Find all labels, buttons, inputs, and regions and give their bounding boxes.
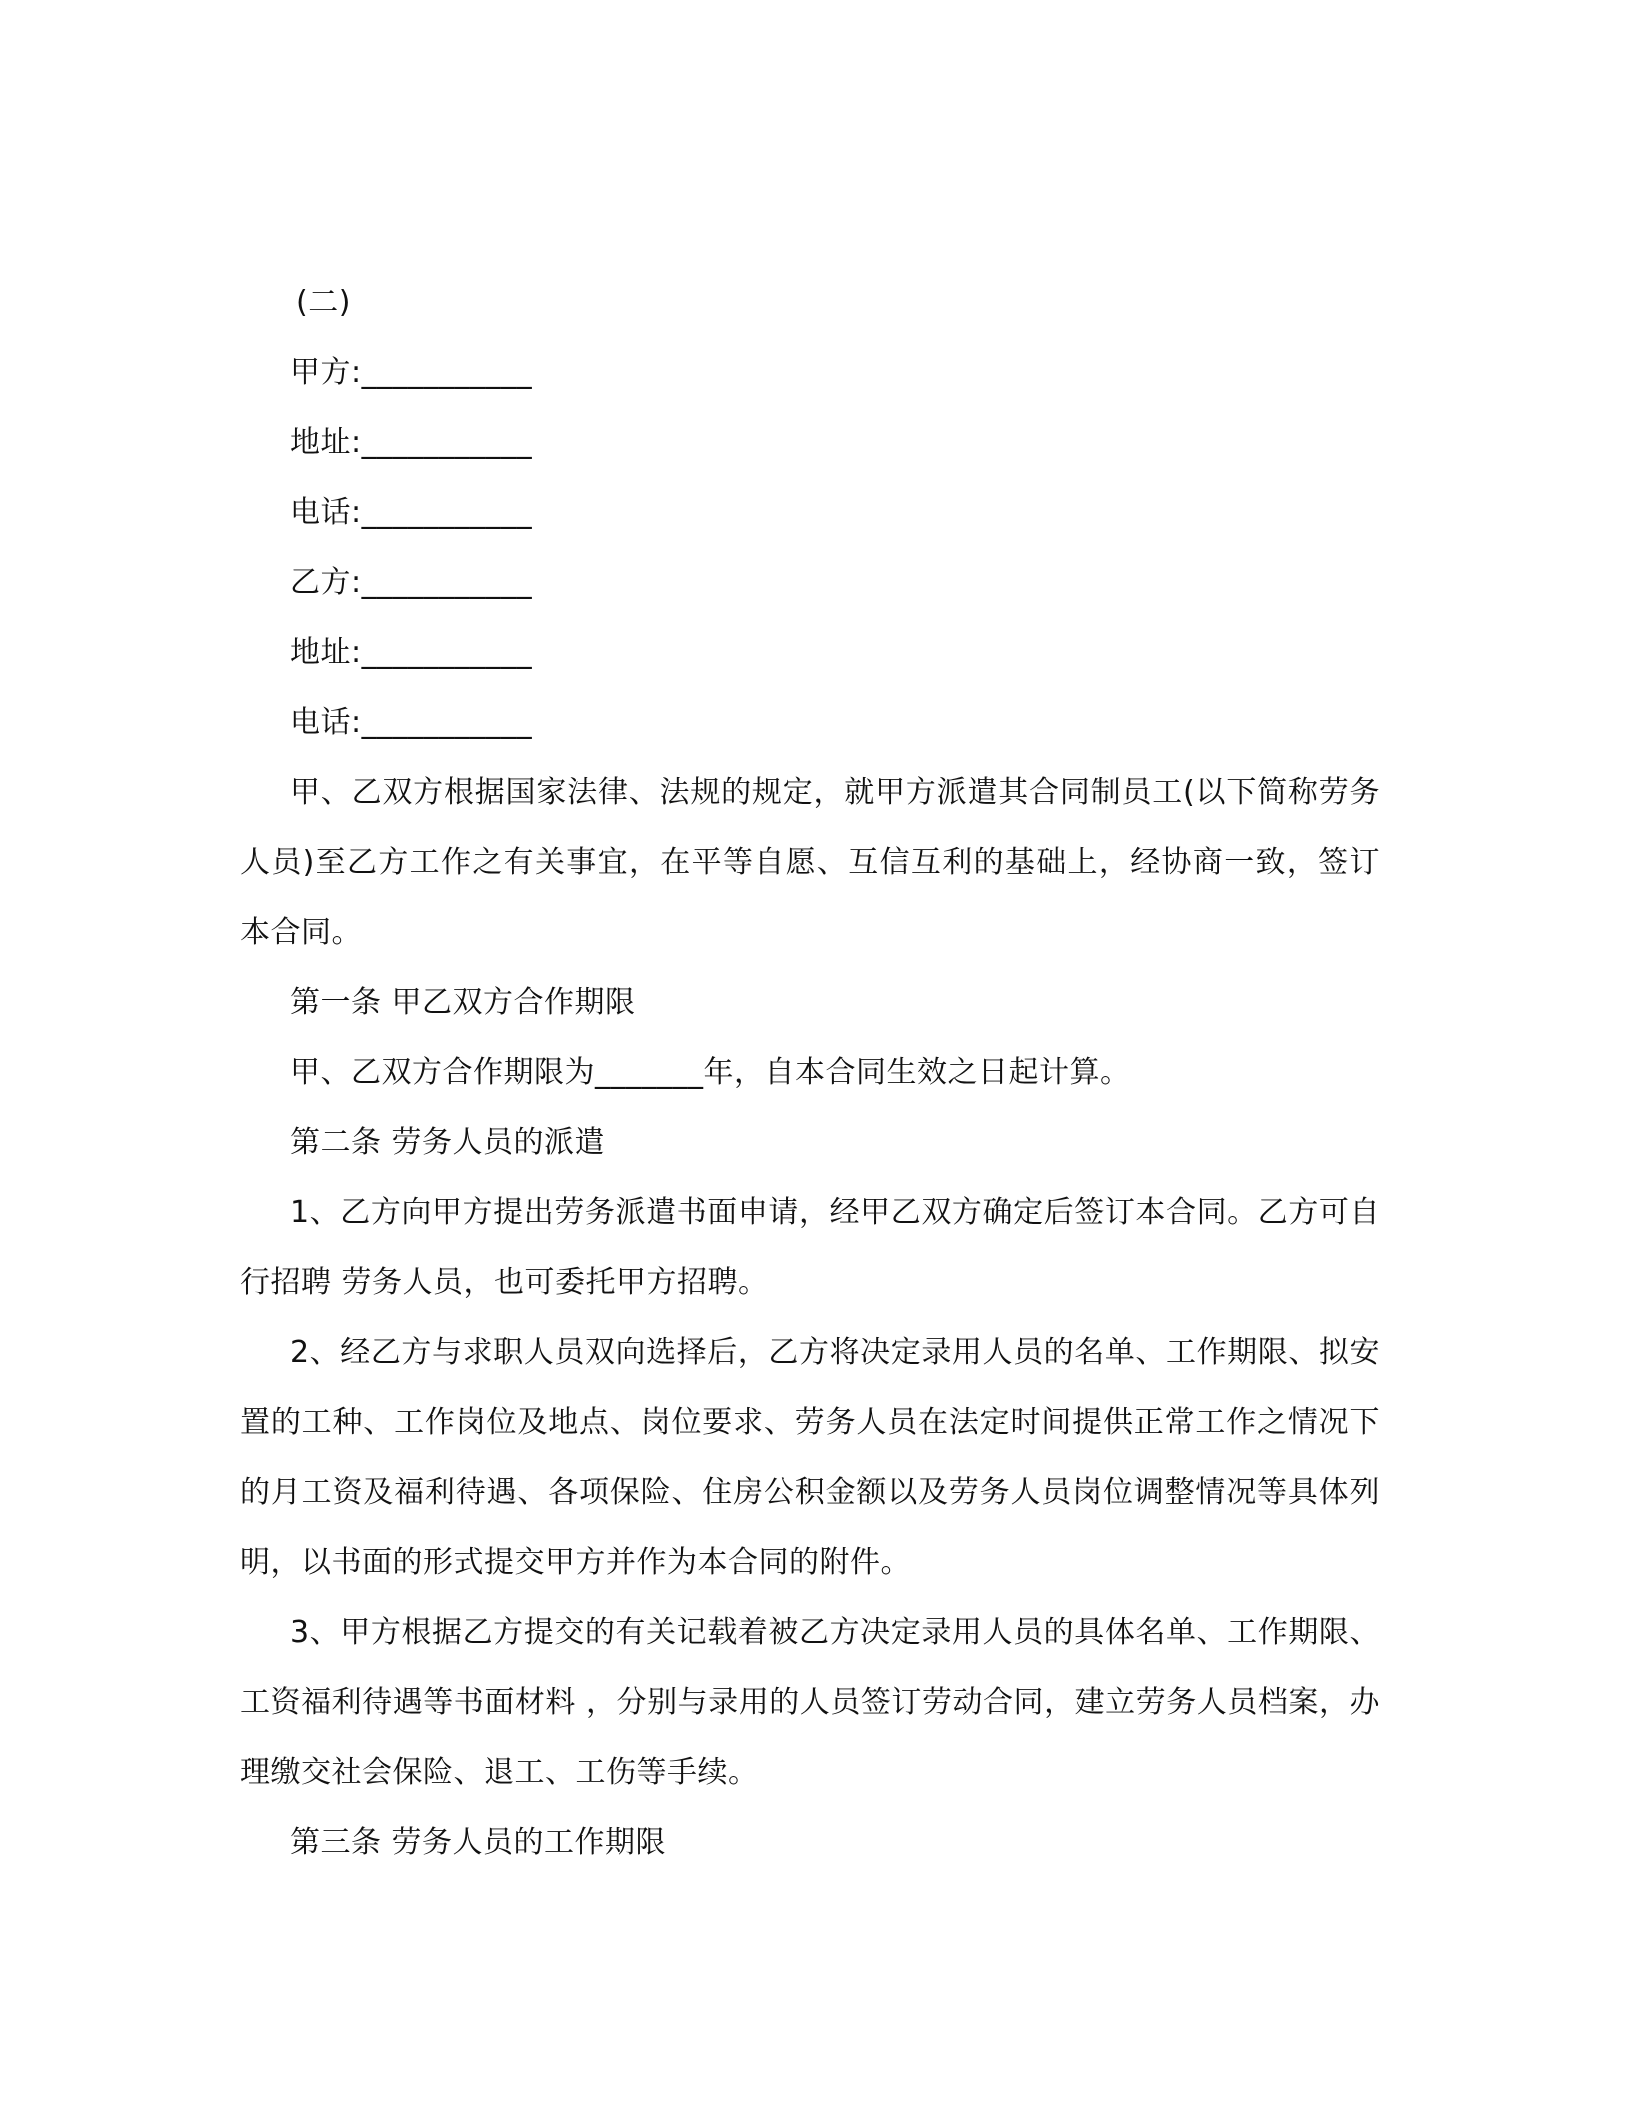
party-b-address-field: 地址:___________ [290,635,533,670]
article-3-title: 第三条 劳务人员的工作期限 [290,1825,667,1860]
article-2-title: 第二条 劳务人员的派遣 [290,1125,606,1160]
party-a-name-field: 甲方:___________ [290,355,533,390]
party-b-phone-field: 电话:___________ [290,705,533,740]
article-1-title: 第一条 甲乙双方合作期限 [290,985,636,1020]
article-2-item-1: 1、乙方向甲方提出劳务派遣书面申请，经甲乙双方确定后签订本合同。乙方可自行招聘 劳务人员，也可委托甲方招聘。 [240,1195,1380,1300]
party-a-address-field: 地址:___________ [290,425,533,460]
section-label: (二) [296,285,351,320]
party-b-name-field: 乙方:___________ [290,565,533,600]
article-2-item-2: 2、经乙方与求职人员双向选择后，乙方将决定录用人员的名单、工作期限、拟安置的工种、工作岗位及地点、岗位要求、劳务人员在法定时间提供正常工作之情况下的月工资及福利待遇、各项保险、住房公积金额以及劳务人员岗位调整情况等具体列明，以书面的形式提交甲方并作为本合同的附件。 [240,1335,1380,1580]
intro-paragraph: 甲、乙双方根据国家法律、法规的规定，就甲方派遣其合同制员工(以下简称劳务人员)至乙方工作之有关事宜，在平等自愿、互信互利的基础上，经协商一致，签订本合同。 [240,775,1380,950]
article-2-item-3: 3、甲方根据乙方提交的有关记载着被乙方决定录用人员的具体名单、工作期限、工资福利待遇等书面材料 ，分别与录用的人员签订劳动合同，建立劳务人员档案，办理缴交社会保险、退工、工伤等手续。 [240,1615,1380,1790]
party-a-phone-field: 电话:___________ [290,495,533,530]
article-1-text: 甲、乙双方合作期限为_______年，自本合同生效之日起计算。 [290,1055,1131,1090]
document-body [240,268,1380,1878]
